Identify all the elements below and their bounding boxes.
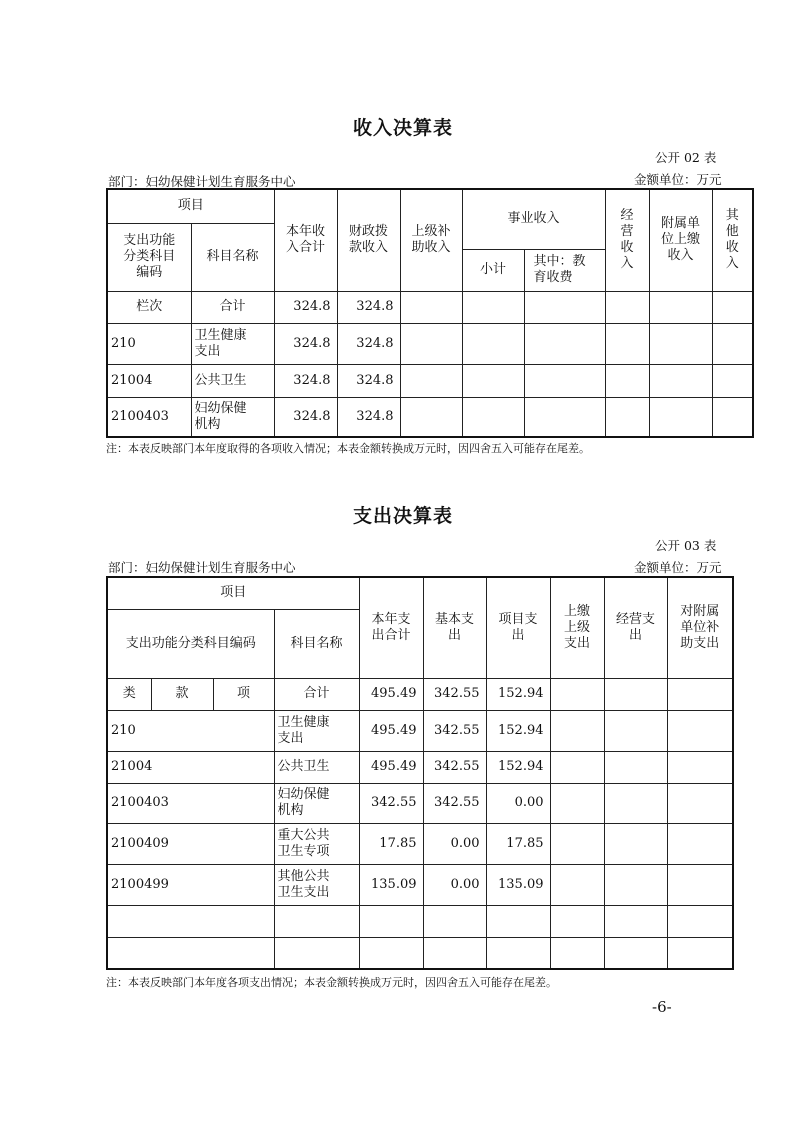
expense-row-basic: 342.55 xyxy=(423,783,486,823)
income-header-operating: 经营收入 xyxy=(605,189,649,291)
table-row xyxy=(107,364,753,397)
income-row-total: 324.8 xyxy=(274,291,337,323)
expense-table xyxy=(106,576,734,970)
expense-row-code: 210 xyxy=(107,710,274,751)
expense-title: 支出决算表 xyxy=(353,505,454,527)
expense-row-basic: 342.55 xyxy=(423,751,486,783)
expense-header-superior: 上缴上级支出 xyxy=(550,577,604,678)
table-row xyxy=(107,710,733,751)
expense-row-name: 妇幼保健机构 xyxy=(274,783,359,823)
table-row xyxy=(107,937,733,969)
expense-row-total: 17.85 xyxy=(359,823,423,864)
income-header-subtotal: 小计 xyxy=(462,249,524,291)
expense-header-total: 本年支出合计 xyxy=(359,577,423,678)
expense-header-basic: 基本支出 xyxy=(423,577,486,678)
income-row-total: 324.8 xyxy=(274,364,337,397)
income-header-superior: 上级补助收入 xyxy=(400,189,462,291)
table-row xyxy=(107,783,733,823)
income-row-code: 栏次 xyxy=(107,291,191,323)
income-row-name: 妇幼保健机构 xyxy=(191,397,274,437)
income-row-fiscal: 324.8 xyxy=(337,364,400,397)
expense-header-func-code: 支出功能分类科目编码 xyxy=(107,609,274,678)
table-row xyxy=(107,905,733,937)
expense-row-total: 495.49 xyxy=(359,751,423,783)
expense-row-project: 152.94 xyxy=(486,751,550,783)
income-department: 部门：妇幼保健计划生育服务中心 xyxy=(108,174,296,189)
income-table xyxy=(106,188,754,438)
expense-row-project: 0.00 xyxy=(486,783,550,823)
income-header-business: 事业收入 xyxy=(462,189,605,249)
expense-header-kuan: 款 xyxy=(151,678,213,710)
income-header-subject: 科目名称 xyxy=(191,223,274,291)
expense-row-basic: 0.00 xyxy=(423,823,486,864)
income-header-func-code: 支出功能分类科目编码 xyxy=(107,223,191,291)
expense-header-item: 项目 xyxy=(107,577,359,609)
expense-row-basic: 0.00 xyxy=(423,864,486,905)
expense-row-project: 17.85 xyxy=(486,823,550,864)
income-row-total: 324.8 xyxy=(274,323,337,364)
expense-sum-project: 152.94 xyxy=(486,678,550,710)
expense-row-name: 重大公共卫生专项 xyxy=(274,823,359,864)
income-row-fiscal: 324.8 xyxy=(337,397,400,437)
expense-department: 部门：妇幼保健计划生育服务中心 xyxy=(108,560,296,575)
expense-header-affiliated: 对附属单位补助支出 xyxy=(667,577,733,678)
page-number: -6- xyxy=(652,998,672,1016)
expense-row-code: 2100499 xyxy=(107,864,274,905)
income-unit: 金额单位：万元 xyxy=(634,172,722,187)
expense-table-no: 公开 03 表 xyxy=(655,538,717,553)
income-row-code: 21004 xyxy=(107,364,191,397)
expense-row-code: 21004 xyxy=(107,751,274,783)
expense-row-code: 2100403 xyxy=(107,783,274,823)
income-row-fiscal: 324.8 xyxy=(337,291,400,323)
table-row xyxy=(107,291,753,323)
expense-row-name: 卫生健康支出 xyxy=(274,710,359,751)
expense-row-name: 公共卫生 xyxy=(274,751,359,783)
income-header-fiscal: 财政拨款收入 xyxy=(337,189,400,291)
expense-header-xiang: 项 xyxy=(213,678,274,710)
expense-sum-basic: 342.55 xyxy=(423,678,486,710)
table-row xyxy=(107,678,733,710)
expense-row-name: 其他公共卫生支出 xyxy=(274,864,359,905)
expense-note: 注：本表反映部门本年度各项支出情况；本表金额转换成万元时，因四舍五入可能存在尾差。 xyxy=(106,976,557,989)
expense-row-total: 495.49 xyxy=(359,710,423,751)
income-row-code: 210 xyxy=(107,323,191,364)
expense-row-basic: 342.55 xyxy=(423,710,486,751)
income-table-no: 公开 02 表 xyxy=(655,150,717,165)
table-row xyxy=(107,751,733,783)
expense-sum-total: 495.49 xyxy=(359,678,423,710)
table-row xyxy=(107,397,753,437)
expense-row-total: 342.55 xyxy=(359,783,423,823)
income-title: 收入决算表 xyxy=(353,117,454,139)
income-row-code: 2100403 xyxy=(107,397,191,437)
expense-unit: 金额单位：万元 xyxy=(634,560,722,575)
table-row xyxy=(107,323,753,364)
income-note: 注：本表反映部门本年度取得的各项收入情况；本表金额转换成万元时，因四舍五入可能存在尾差。 xyxy=(106,442,590,455)
expense-header-project: 项目支出 xyxy=(486,577,550,678)
income-header-other: 其他收入 xyxy=(712,189,753,291)
income-row-fiscal: 324.8 xyxy=(337,323,400,364)
expense-sum-label: 合计 xyxy=(274,678,359,710)
expense-row-project: 135.09 xyxy=(486,864,550,905)
income-header-item: 项目 xyxy=(107,189,274,223)
expense-header-subject: 科目名称 xyxy=(274,609,359,678)
expense-row-code: 2100409 xyxy=(107,823,274,864)
income-row-name: 卫生健康支出 xyxy=(191,323,274,364)
table-row xyxy=(107,823,733,864)
expense-row-project: 152.94 xyxy=(486,710,550,751)
income-header-total: 本年收入合计 xyxy=(274,189,337,291)
table-row xyxy=(107,864,733,905)
income-row-name: 公共卫生 xyxy=(191,364,274,397)
income-header-affiliated: 附属单位上缴收入 xyxy=(649,189,712,291)
expense-row-total: 135.09 xyxy=(359,864,423,905)
income-header-edu-fee: 其中：教育收费 xyxy=(524,249,605,291)
expense-header-operating: 经营支出 xyxy=(604,577,667,678)
expense-header-lei: 类 xyxy=(107,678,151,710)
income-row-name: 合计 xyxy=(191,291,274,323)
income-row-total: 324.8 xyxy=(274,397,337,437)
